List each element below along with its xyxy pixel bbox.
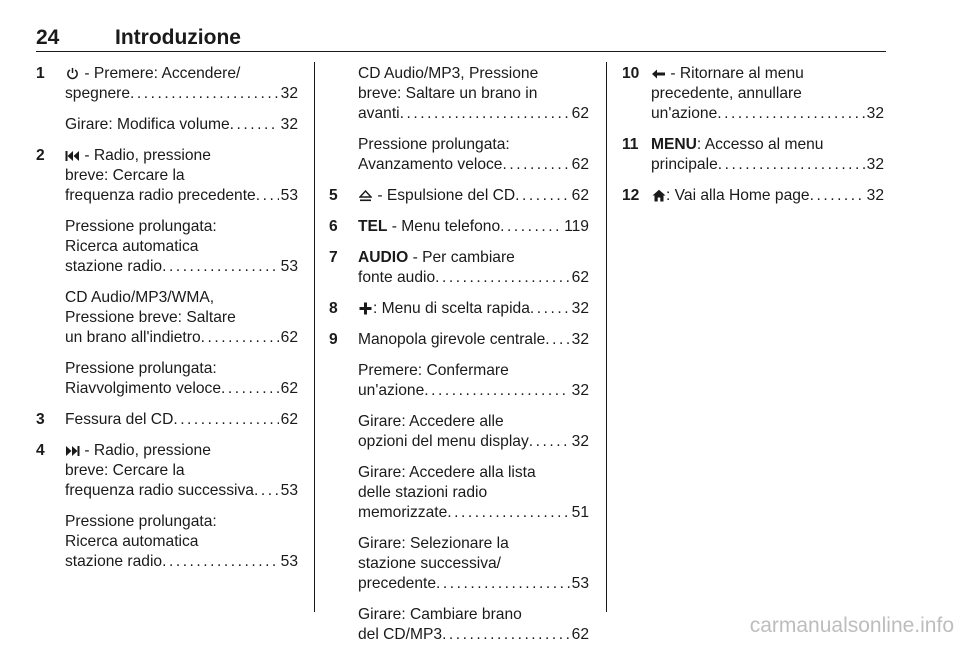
page-ref: 62 <box>571 187 589 204</box>
entry-number: 4 <box>36 442 45 459</box>
entry-12: 12 : Vai alla Home page . . . 32 <box>622 186 884 206</box>
page-ref: 32 <box>571 300 589 317</box>
power-icon <box>65 64 80 84</box>
page-title: Introduzione <box>115 26 241 49</box>
entry-number: 1 <box>36 65 45 82</box>
page-number: 24 <box>36 26 60 49</box>
page-ref: 62 <box>571 105 589 122</box>
page-ref: 32 <box>571 433 589 450</box>
entry-number: 8 <box>329 300 338 317</box>
page-ref: 62 <box>571 626 589 643</box>
page-ref: 53 <box>571 575 589 592</box>
entry-number: 3 <box>36 411 45 428</box>
previous-track-icon <box>65 146 80 166</box>
eject-icon <box>358 186 373 206</box>
page-ref: 32 <box>280 116 298 133</box>
favourites-icon <box>358 299 373 319</box>
sub-entry: Pressione prolungata: Ricerca automatica stazione radio . . . 53 <box>65 217 298 277</box>
sub-entry: Girare: Accedere alla lista delle stazioni radio memorizzate . . . 51 <box>358 463 589 523</box>
entry-4: 4 - Radio, pressione breve: Cercare la frequenza radio successiva . . . 53 <box>36 441 298 501</box>
page-ref: 62 <box>571 269 589 286</box>
next-track-icon <box>65 441 80 461</box>
page-ref: 32 <box>571 382 589 399</box>
entry-number: 12 <box>622 187 640 204</box>
entry-number: 5 <box>329 187 338 204</box>
sub-entry: CD Audio/MP3, Pressione breve: Saltare un brano in avanti . . . 62 <box>358 64 589 124</box>
tel-key-label: TEL <box>358 218 388 235</box>
column-divider <box>606 62 607 612</box>
sub-entry: Girare: Selezionare la stazione successiva/ precedente . . . 53 <box>358 534 589 594</box>
column-1 <box>36 64 298 583</box>
page-ref: 32 <box>866 187 884 204</box>
sub-entry: CD Audio/MP3/WMA, Pressione breve: Saltare un brano all'indietro . . . 62 <box>65 288 298 348</box>
page-ref: 32 <box>866 156 884 173</box>
entry-5: 5 - Espulsione del CD . . . 62 <box>329 186 589 206</box>
entry-number: 6 <box>329 218 338 235</box>
menu-key-label: MENU <box>651 136 697 153</box>
page-ref: 51 <box>571 504 589 521</box>
column-2 <box>329 64 589 656</box>
page-ref: 32 <box>280 85 298 102</box>
entry-2: 2 - Radio, pressione breve: Cercare la frequenza radio precedente . . . 53 <box>36 146 298 206</box>
entry-9: 9 Manopola girevole centrale . . . 32 <box>329 330 589 350</box>
entry-number: 10 <box>622 65 640 82</box>
entry-1: 1 - Premere: Accendere/ spegnere . . . 32 <box>36 64 298 104</box>
sub-entry: Girare: Modifica volume . . . 32 <box>65 115 298 135</box>
page-header <box>36 26 886 52</box>
entry-7: 7 AUDIO - Per cambiare fonte audio . . . 62 <box>329 248 589 288</box>
entry-number: 9 <box>329 331 338 348</box>
page-ref: 53 <box>280 187 298 204</box>
watermark: carmanualsonline.info <box>749 614 954 637</box>
header-rule <box>36 51 886 52</box>
column-divider <box>314 62 315 612</box>
entry-number: 7 <box>329 249 338 266</box>
sub-entry: Pressione prolungata: Avanzamento veloce . . . 62 <box>358 135 589 175</box>
entry-10: 10 - Ritornare al menu precedente, annullare un'azione . . . 32 <box>622 64 884 124</box>
page-ref: 119 <box>564 218 589 235</box>
page-ref: 62 <box>280 411 298 428</box>
page-ref: 53 <box>280 258 298 275</box>
page-ref: 32 <box>571 331 589 348</box>
entry-number: 2 <box>36 147 45 164</box>
sub-entry: Girare: Cambiare brano del CD/MP3 . . . 62 <box>358 605 589 645</box>
home-icon <box>651 186 666 206</box>
page-ref: 53 <box>280 482 298 499</box>
page-ref: 32 <box>866 105 884 122</box>
back-arrow-icon <box>651 64 666 84</box>
entry-8: 8 : Menu di scelta rapida . . . 32 <box>329 299 589 319</box>
column-3 <box>622 64 884 217</box>
page-ref: 53 <box>280 553 298 570</box>
entry-3: 3 Fessura del CD . . . 62 <box>36 410 298 430</box>
page-ref: 62 <box>280 380 298 397</box>
entry-11: 11 MENU: Accesso al menu principale . . . 32 <box>622 135 884 175</box>
sub-entry: Girare: Accedere alle opzioni del menu display . . . 32 <box>358 412 589 452</box>
entry-6: 6 TEL - Menu telefono . . . 119 <box>329 217 589 237</box>
sub-entry: Premere: Confermare un'azione . . . 32 <box>358 361 589 401</box>
sub-entry: Pressione prolungata: Riavvolgimento veloce . . . 62 <box>65 359 298 399</box>
sub-entry: Pressione prolungata: Ricerca automatica stazione radio . . . 53 <box>65 512 298 572</box>
audio-key-label: AUDIO <box>358 249 409 266</box>
entry-number: 11 <box>622 136 639 153</box>
page-ref: 62 <box>280 329 298 346</box>
page-ref: 62 <box>571 156 589 173</box>
